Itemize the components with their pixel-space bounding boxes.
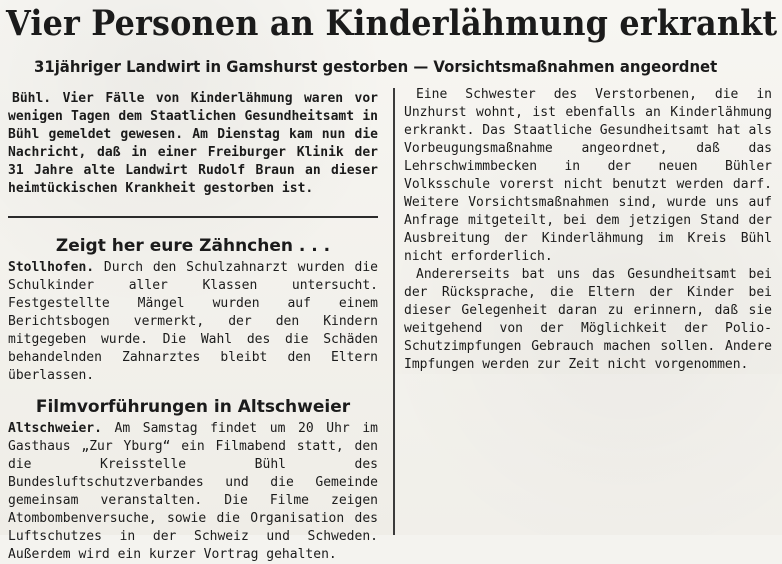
article-body-film <box>8 420 378 564</box>
section-rule <box>8 216 378 218</box>
article-body-zahnchen <box>8 259 378 385</box>
left-column <box>8 86 378 564</box>
spacer <box>8 385 378 395</box>
headline: Vier Personen an Kinderlähmung erkrankt <box>6 3 778 44</box>
article-title-zahnchen: Zeigt her eure Zähnchen . . . <box>55 236 331 256</box>
lead-article <box>8 86 378 206</box>
lead-text: Vier Fälle von Kinderlähmung waren vor wenigen Tagen dem Staatlichen Gesundheitsamt in Bühl gemeldet gewesen. Am Dienstag kam nun die Nachricht, daß in einer Freiburger Klinik der 31 Jahre alte Landwirt Rudolf Braun an dieser heimtückischen Krankheit gestorben ist. <box>8 91 378 196</box>
subheadline: 31jähriger Landwirt in Gamshurst gestorben — Vorsichtsmaßnahmen angeordnet <box>34 57 718 76</box>
lead-paragraph <box>8 86 378 198</box>
article-zahnchen <box>8 234 378 385</box>
lead-place: Bühl. <box>12 91 52 106</box>
article-place-stollhofen: Stollhofen. <box>8 260 95 275</box>
article-text-zahnchen: Durch den Schulzahnarzt wurden die Schulkinder aller Klassen untersucht. Festgestellte Mängel wurden auf einem Berichtsbogen vermerkt, der den Kindern mitgegeben wurde. Die Wahl des die Schäden behandelnden Zahnarztes bleibt den Eltern überlassen. <box>8 260 379 383</box>
article-title-film: Filmvorführungen in Altschweier <box>35 397 351 417</box>
right-paragraph-2: Andererseits bat uns das Gesundheitsamt bei der Rücksprache, die Eltern der Kinder bei dieser Gelegenheit daran zu erinnern, daß sie weitgehend von der Möglichkeit der Polio-Schutzimpfungen Gebrauch machen sollen. Andere Impfungen werden zur Zeit nicht vorgenommen. <box>404 267 772 372</box>
article-place-altschweier: Altschweier. <box>8 421 102 436</box>
blank-area <box>395 374 782 535</box>
article-film <box>8 395 378 564</box>
right-paragraph-1: Eine Schwester des Verstorbenen, die in Unzhurst wohnt, ist ebenfalls an Kinderlähmung erkrankt. Das Staatliche Gesundheitsamt hat als Vorbeugungsmaßnahme angeordnet, daß das Lehrschwimmbecken in der neuen Bühler Volksschule vorerst nicht benutzt werden darf. Weitere Vorsichtsmaßnahmen sind, wurde uns auf Anfrage mitgeteilt, bei dem jetzigen Stand der Ausbreitung der Kinderlähmung im Kreis Bühl nicht erforderlich. <box>404 87 772 264</box>
article-text-film: Am Samstag findet um 20 Uhr im Gasthaus „Zur Yburg“ ein Filmabend statt, den die Kreisstelle Bühl des Bundesluftschutzverbandes und die Gemeinde gemeinsam veranstalten. Die Filme zeigen Atombombenversuche, sowie die Organisation des Luftschutzes in der Schweiz und Schweden. Außerdem wird ein kurzer Vortrag gehalten. <box>8 421 378 562</box>
right-column <box>404 86 772 374</box>
